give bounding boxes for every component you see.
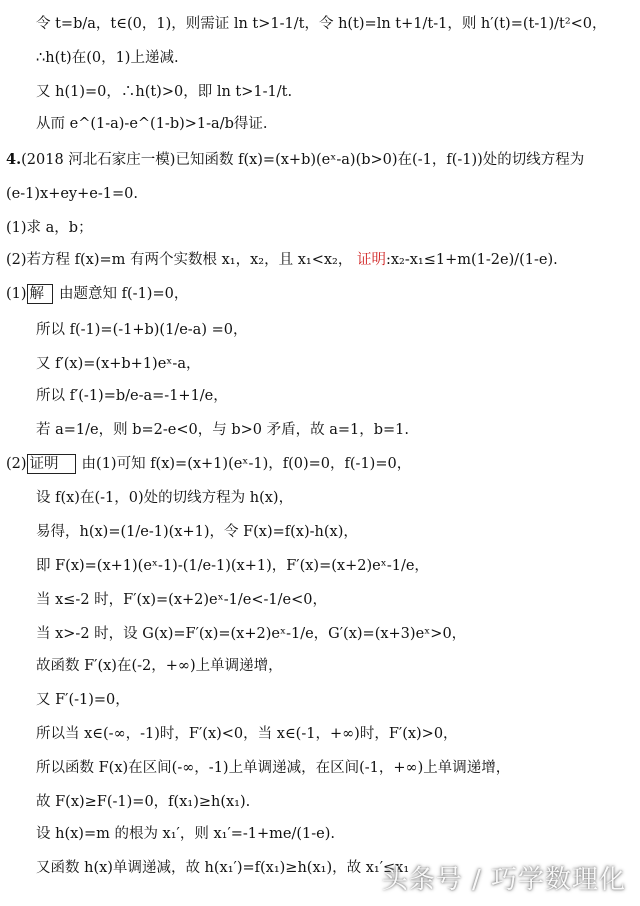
zhengming-box: 证明 [27, 454, 76, 474]
text-line: 所以当 x∈(-∞，-1)时，F′(x)<0，当 x∈(-1，+∞)时，F′(x)>0， [36, 726, 458, 742]
text-line: 所以函数 F(x)在区间(-∞，-1)上单调递减，在区间(-1，+∞)上单调递增， [36, 760, 511, 776]
question-2 [6, 250, 558, 270]
text-line: 又函数 h(x)单调递减，故 h(x₁′)=f(x₁)≥h(x₁)，故 x₁′≤x₁ [36, 860, 410, 876]
text-line: 即 F(x)=(x+1)(eˣ-1)-(1/e-1)(x+1)，F′(x)=(x+2)eˣ-1/e， [36, 558, 429, 574]
text-line: 又 F′(-1)=0， [36, 692, 130, 708]
text-line: 由(1)可知 f(x)=(x+1)(eˣ-1)，f(0)=0，f(-1)=0， [81, 456, 412, 472]
question-1: (1)求 a，b； [6, 220, 93, 236]
text-line: 从而 e^(1-a)-e^(1-b)>1-a/b得证. [36, 116, 268, 132]
text-line: ∴h(t)在(0，1)上递减. [36, 50, 179, 66]
watermark: 头条号 / 巧学数理化 [381, 865, 626, 895]
text-line: 又 f′(x)=(x+b+1)eˣ-a， [36, 356, 201, 372]
text-line: 又 h(1)=0，∴h(t)>0，即 ln t>1-1/t. [36, 84, 293, 100]
text-line: 易得，h(x)=(1/e-1)(x+1)，令 F(x)=f(x)-h(x)， [36, 524, 358, 540]
text-line: 当 x≤-2 时，F′(x)=(x+2)eˣ-1/e<-1/e<0， [36, 592, 327, 608]
problem-number: 4. [6, 151, 22, 168]
text-line: 当 x>-2 时，设 G(x)=F′(x)=(x+2)eˣ-1/e，G′(x)=(x+3)eˣ>0， [36, 626, 467, 642]
text-line: 所以 f(-1)=(-1+b)(1/e-a) =0， [36, 322, 248, 338]
question-2-inequality: :x₂-x₁≤1+m(1-2e)/(1-e). [385, 252, 558, 268]
text-line: 设 h(x)=m 的根为 x₁′，则 x₁′=-1+me/(1-e). [36, 826, 335, 842]
text-line: 令 t=b/a，t∈(0，1)，则需证 ln t>1-1/t，令 h(t)=ln t+1/t-1，则 h′(t)=(t-1)/t²<0， [36, 16, 607, 32]
jie-box: 解 [27, 284, 54, 304]
solution-2-header [6, 454, 411, 474]
part-2-prefix: (2) [6, 456, 27, 472]
question-2-text: (2)若方程 f(x)=m 有两个实数根 x₁，x₂，且 x₁<x₂， [6, 252, 353, 268]
problem-4-statement [6, 150, 584, 170]
proof-keyword: 证明 [356, 252, 386, 268]
text-line: 故 F(x)≥F(-1)=0，f(x₁)≥h(x₁). [36, 794, 251, 810]
text-line: 所以 f′(-1)=b/e-a=-1+1/e， [36, 388, 228, 404]
text-line: 故函数 F′(x)在(-2，+∞)上单调递增， [36, 658, 283, 674]
text-line: 由题意知 f(-1)=0， [59, 286, 189, 302]
text-line: 设 f(x)在(-1，0)处的切线方程为 h(x)， [36, 490, 294, 506]
text-line: 若 a=1/e，则 b=2-e<0，与 b>0 矛盾，故 a=1，b=1. [36, 422, 409, 438]
part-1-prefix: (1) [6, 286, 27, 302]
problem-text: (2018 河北石家庄一模)已知函数 f(x)=(x+b)(eˣ-a)(b>0)在(-1，f(-1))处的切线方程为 [21, 152, 585, 168]
solution-1-header [6, 284, 188, 304]
text-line: (e-1)x+ey+e-1=0. [6, 186, 138, 202]
